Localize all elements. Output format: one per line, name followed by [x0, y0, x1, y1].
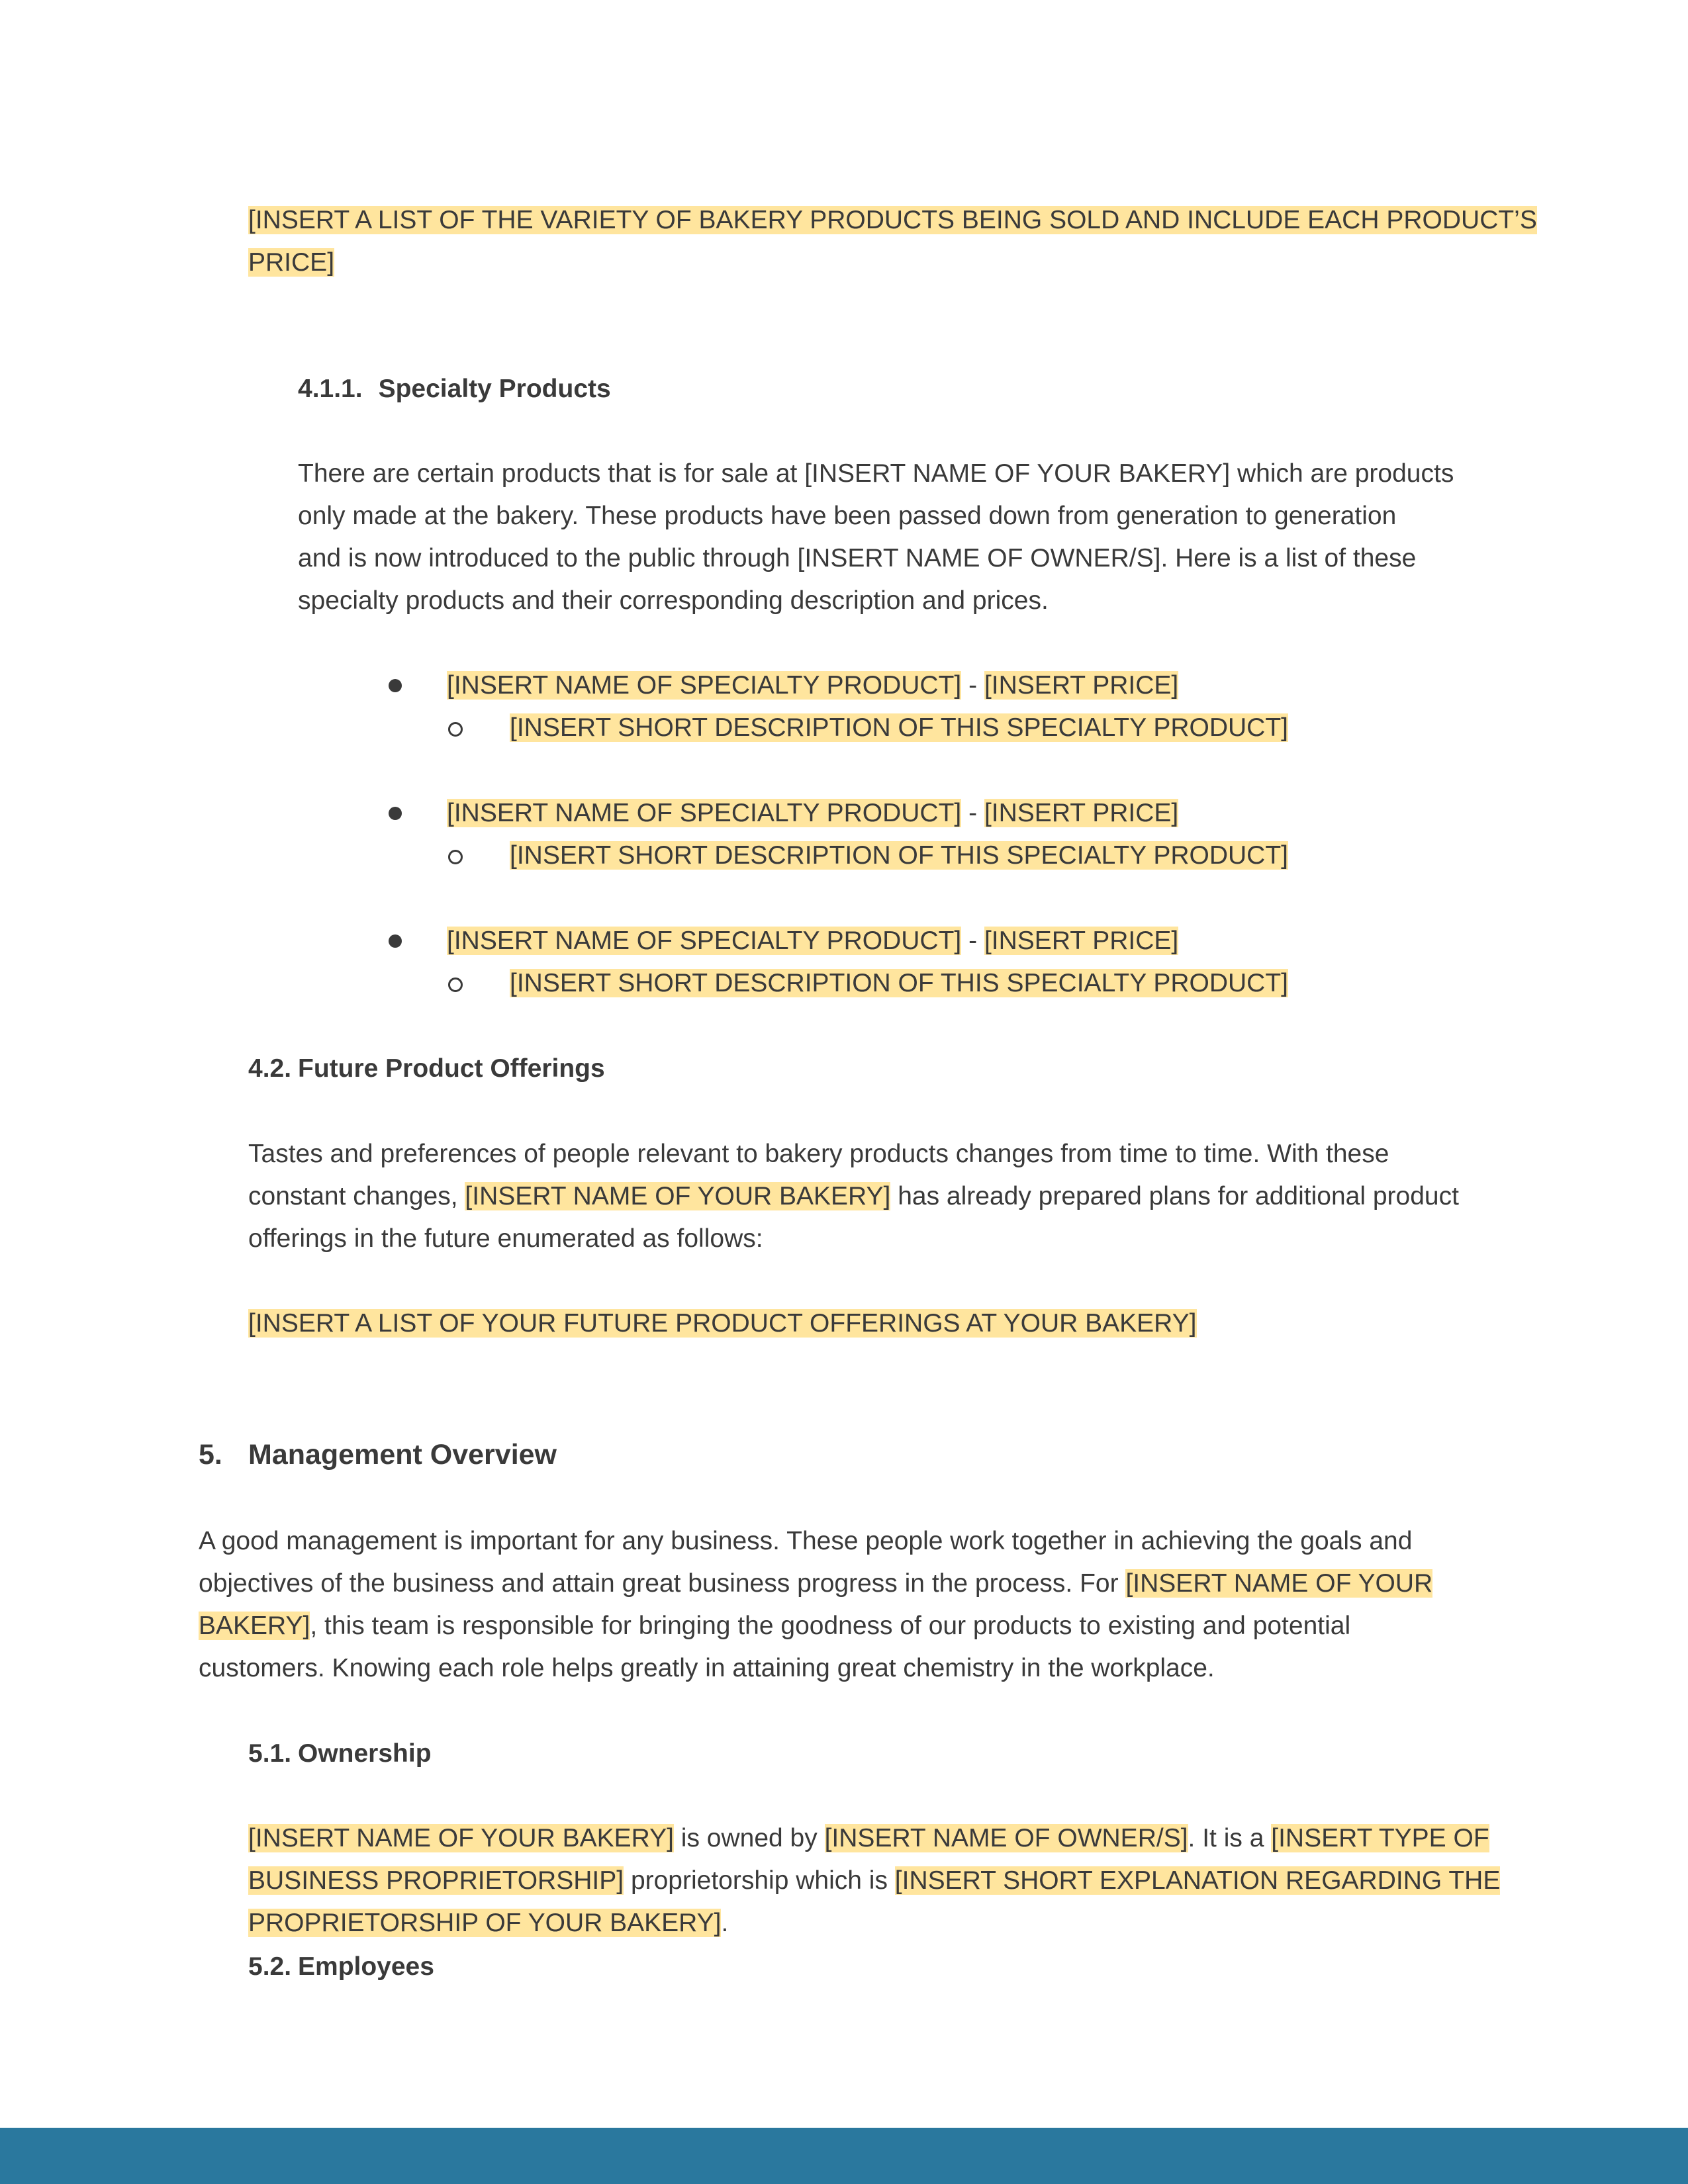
- bullet-ring-icon: [448, 722, 463, 737]
- intro-placeholder-text: [INSERT A LIST OF THE VARIETY OF BAKERY PRODUCTS BEING SOLD AND INCLUDE EACH PRODUCT’S: [248, 206, 1537, 234]
- section-number: 4.1.1.: [298, 375, 363, 403]
- business-type-placeholder: [INSERT TYPE OF: [1271, 1824, 1489, 1852]
- section-4-2-heading: [248, 1048, 605, 1090]
- product-name: [INSERT NAME OF SPECIALTY PRODUCT]: [447, 671, 962, 700]
- section-5-2-heading: [248, 1946, 434, 1988]
- body-text: A good management is important for any business. These people work together in achieving the goals and: [199, 1527, 1413, 1555]
- section-5-body-line: [199, 1605, 1350, 1647]
- product-description: [INSERT SHORT DESCRIPTION OF THIS SPECIALTY PRODUCT]: [510, 969, 1288, 997]
- proprietorship-explanation-placeholder: [INSERT SHORT EXPLANATION REGARDING THE: [894, 1866, 1501, 1895]
- bakery-name-placeholder: [INSERT NAME OF YOUR BAKERY]: [465, 1182, 891, 1210]
- body-text: offerings in the future enumerated as follows:: [248, 1224, 763, 1253]
- bullet-ring-icon: [448, 850, 463, 864]
- separator: -: [968, 927, 978, 955]
- proprietorship-explanation-placeholder: PROPRIETORSHIP OF YOUR BAKERY]: [248, 1909, 722, 1937]
- section-4-2-body-line: [248, 1175, 1459, 1218]
- section-4-1-1-body-line: [298, 453, 1489, 495]
- intro-placeholder-line-2: [248, 242, 334, 284]
- body-text: specialty products and their corresponding description and prices.: [298, 586, 1049, 615]
- intro-placeholder-text: PRICE]: [248, 248, 335, 277]
- section-title: Specialty Products: [378, 375, 611, 403]
- bullet-dot-icon: [389, 807, 402, 820]
- section-4-2-body-line: [248, 1218, 763, 1260]
- body-text: . It is a: [1188, 1824, 1264, 1852]
- section-title: Management Overview: [248, 1439, 557, 1471]
- footer-bar: [0, 2128, 1688, 2184]
- section-5-body-line: [199, 1520, 1412, 1563]
- section-title: Future Product Offerings: [298, 1054, 605, 1083]
- list-item: [447, 664, 1178, 707]
- section-5-1-body-line: [248, 1902, 728, 1944]
- product-description: [INSERT SHORT DESCRIPTION OF THIS SPECIALTY PRODUCT]: [510, 841, 1288, 870]
- section-4-1-1-heading: [298, 368, 611, 410]
- body-text: proprietorship which is: [630, 1866, 888, 1895]
- list-subitem: [510, 835, 1288, 877]
- section-5-heading: [199, 1432, 557, 1477]
- bakery-name-placeholder: [INSERT NAME OF YOUR: [1125, 1569, 1433, 1598]
- body-text: is owned by: [680, 1824, 818, 1852]
- section-number: 5.1.: [248, 1739, 292, 1768]
- body-text: .: [721, 1909, 729, 1937]
- product-name: [INSERT NAME OF SPECIALTY PRODUCT]: [447, 927, 962, 955]
- section-title: Ownership: [298, 1739, 432, 1768]
- section-5-body-line: [199, 1647, 1215, 1690]
- list-item: [447, 792, 1178, 835]
- bullet-ring-icon: [448, 978, 463, 992]
- bullet-dot-icon: [389, 934, 402, 948]
- bakery-name-placeholder: [INSERT NAME OF YOUR BAKERY]: [248, 1824, 674, 1852]
- body-text: has already prepared plans for additional product: [898, 1182, 1459, 1210]
- body-text: There are certain products that is for sale at [INSERT NAME OF YOUR BAKERY] which are products: [298, 459, 1454, 488]
- section-4-1-1-body-line: [298, 495, 1396, 537]
- bullet-dot-icon: [389, 679, 402, 692]
- section-4-2-body-line: [248, 1133, 1389, 1175]
- section-5-body-line: [199, 1563, 1432, 1605]
- owner-name-placeholder: [INSERT NAME OF OWNER/S]: [824, 1824, 1188, 1852]
- separator: -: [968, 671, 978, 700]
- separator: -: [968, 799, 978, 827]
- body-text: only made at the bakery. These products have been passed down from generation to generation: [298, 502, 1397, 530]
- list-subitem: [510, 707, 1288, 749]
- list-subitem: [510, 962, 1288, 1005]
- section-4-1-1-body-line: [298, 580, 1049, 622]
- section-title: Employees: [298, 1952, 434, 1981]
- section-number: 5.: [199, 1439, 222, 1471]
- placeholder-text: [INSERT A LIST OF YOUR FUTURE PRODUCT OFFERINGS AT YOUR BAKERY]: [248, 1309, 1197, 1338]
- body-text: and is now introduced to the public through [INSERT NAME OF OWNER/S]. Here is a list of these: [298, 544, 1417, 572]
- bakery-name-placeholder: BAKERY]: [199, 1612, 310, 1640]
- list-item: [447, 920, 1178, 962]
- product-price: [INSERT PRICE]: [984, 671, 1179, 700]
- body-text: , this team is responsible for bringing the goodness of our products to existing and potential: [310, 1612, 1351, 1640]
- intro-placeholder-line-1: [248, 199, 1537, 242]
- business-type-placeholder: BUSINESS PROPRIETORSHIP]: [248, 1866, 624, 1895]
- section-5-1-heading: [248, 1733, 432, 1775]
- product-price: [INSERT PRICE]: [984, 799, 1179, 827]
- body-text: Tastes and preferences of people relevant to bakery products changes from time to time. With these: [248, 1140, 1389, 1168]
- product-price: [INSERT PRICE]: [984, 927, 1179, 955]
- section-4-1-1-body-line: [298, 537, 1416, 580]
- body-text: customers. Knowing each role helps greatly in attaining great chemistry in the workplace.: [199, 1654, 1215, 1682]
- future-offerings-placeholder: [248, 1302, 1197, 1345]
- body-text: objectives of the business and attain great business progress in the process. For: [199, 1569, 1119, 1598]
- section-number: 5.2.: [248, 1952, 292, 1981]
- section-5-1-body-line: [248, 1817, 1489, 1860]
- body-text: constant changes,: [248, 1182, 458, 1210]
- product-name: [INSERT NAME OF SPECIALTY PRODUCT]: [447, 799, 962, 827]
- section-5-1-body-line: [248, 1860, 1500, 1902]
- product-description: [INSERT SHORT DESCRIPTION OF THIS SPECIALTY PRODUCT]: [510, 713, 1288, 742]
- section-number: 4.2.: [248, 1054, 292, 1083]
